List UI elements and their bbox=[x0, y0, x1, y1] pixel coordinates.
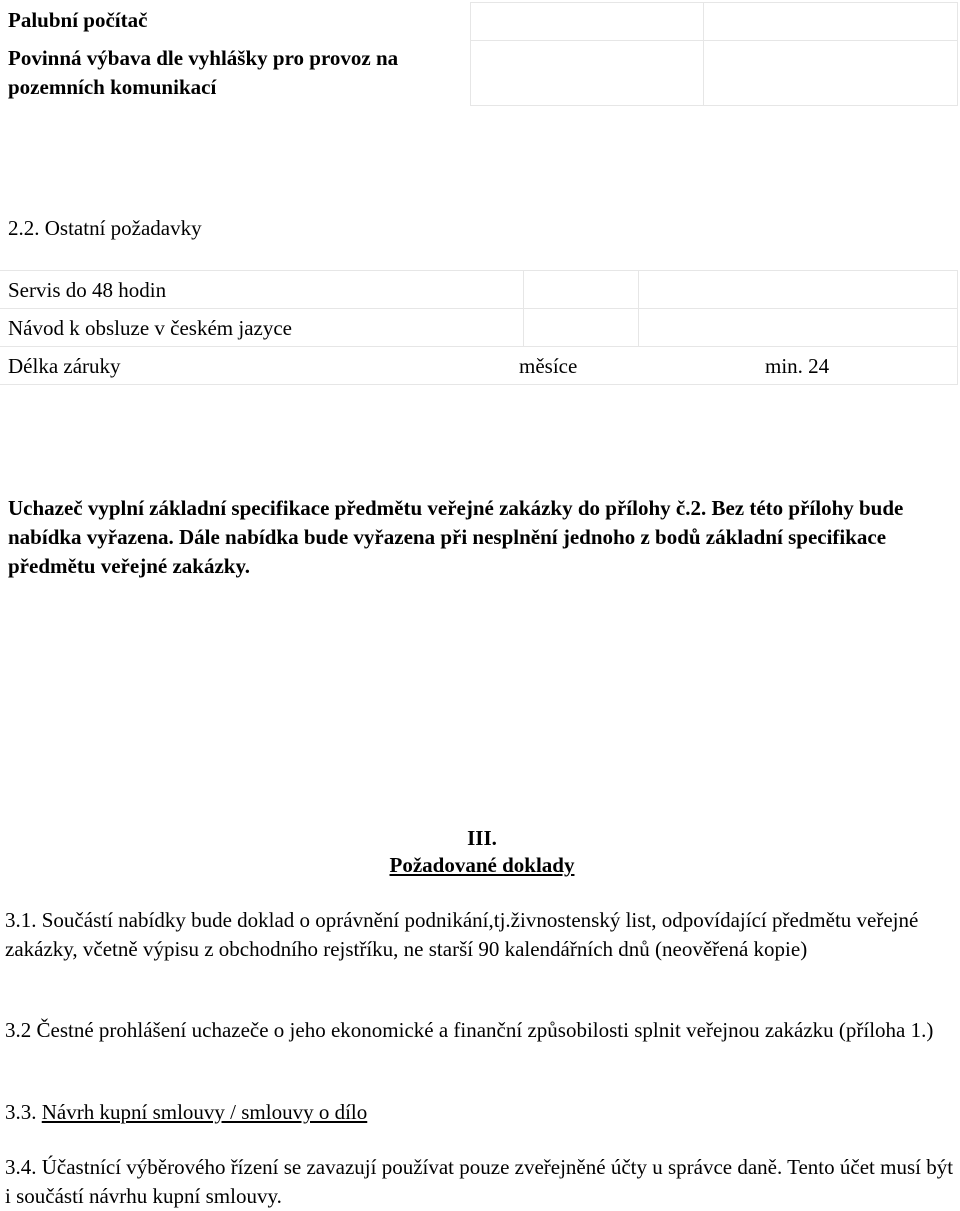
requirement-label: Délka záruky bbox=[8, 354, 121, 378]
document-item: 3.4. Účastnící výběrového řízení se zavazují používat pouze zveřejněné účty u správce daně. Tento účet musí být i součástí návrhu kupní smlouvy. bbox=[5, 1155, 954, 1208]
notice-warning: Bez této přílohy bude nabídka vyřazena. Dále nabídka bude vyřazena při nesplnění jednoho z bodů základní specifikace předmětu veřejné zakázky. bbox=[8, 496, 904, 578]
requirement-label: Návod k obsluze v českém jazyce bbox=[8, 316, 292, 340]
table-line bbox=[470, 105, 958, 106]
table-line bbox=[470, 2, 471, 106]
document-item: 3.2 Čestné prohlášení uchazeče o jeho ekonomické a finanční způsobilosti splnit veřejnou zakázku (příloha 1.) bbox=[5, 1018, 934, 1042]
table-title: Palubní počítač bbox=[8, 8, 148, 32]
table-line bbox=[957, 2, 958, 106]
table-line bbox=[0, 308, 958, 309]
document-item bbox=[5, 1100, 367, 1125]
table-line bbox=[523, 270, 524, 347]
contract-draft-text: Návrh kupní smlouvy / smlouvy o dílo bbox=[41, 1100, 368, 1124]
table-line bbox=[470, 2, 958, 3]
document-number: 3.3. bbox=[5, 1100, 42, 1124]
section-title: Požadované doklady bbox=[389, 853, 575, 877]
table-line bbox=[0, 384, 958, 385]
notice-text: Uchazeč vyplní základní specifikace předmětu veřejné zakázky do přílohy č.2. bbox=[8, 496, 707, 520]
requirement-unit: měsíce bbox=[519, 354, 578, 378]
notice-paragraph bbox=[8, 494, 958, 581]
requirement-label: Servis do 48 hodin bbox=[8, 278, 167, 302]
section-number: III. bbox=[467, 826, 497, 850]
table-line bbox=[957, 270, 958, 385]
requirement-value: min. 24 bbox=[765, 354, 830, 378]
table-line bbox=[638, 270, 639, 347]
table-line bbox=[0, 270, 958, 271]
section-heading: 2.2. Ostatní požadavky bbox=[8, 216, 202, 240]
document-item: 3.1. Součástí nabídky bude doklad o oprávnění podnikání,tj.živnostenský list, odpovídající předmětu veřejné zakázky, včetně výpisu z obchodního rejstříku, ne starší 90 kalendářních dnů (neověřená kopie) bbox=[5, 908, 919, 961]
table-line bbox=[703, 2, 704, 106]
table-line bbox=[470, 40, 958, 41]
table-item: Povinná výbava dle vyhlášky pro provoz na pozemních komunikací bbox=[8, 46, 399, 99]
table-line bbox=[0, 346, 958, 347]
